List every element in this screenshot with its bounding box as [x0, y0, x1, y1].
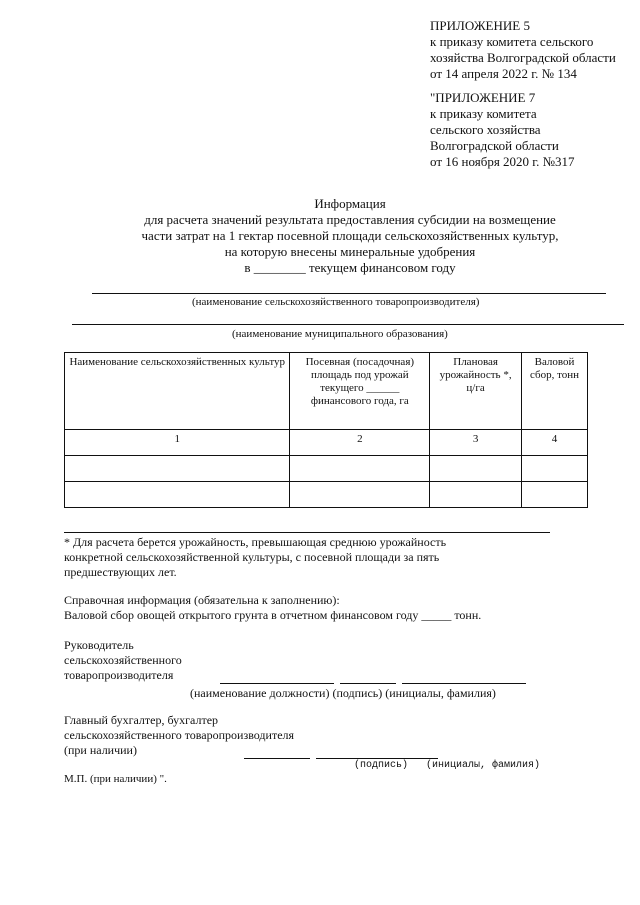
heading-line3: на которую внесены минеральные удобрения: [224, 244, 476, 259]
accountant-signature-line[interactable]: [244, 758, 310, 759]
column-number: 3: [430, 430, 522, 456]
manager-line1: Руководитель: [64, 638, 134, 652]
appendix7-line2: сельского хозяйства: [430, 122, 541, 137]
column-number: 4: [522, 430, 588, 456]
table-row: [65, 456, 588, 482]
header-sown-area: Посевная (посадочная) площадь под урожай текущего ______ финансового года, га: [290, 353, 430, 430]
header-gross-harvest: Валовой сбор, тонн: [522, 353, 588, 430]
appendix7-block: [430, 90, 575, 170]
column-number: 2: [290, 430, 430, 456]
municipality-field-line: [72, 324, 624, 325]
heading-line2: части затрат на 1 гектар посевной площади сельскохозяйственных культур,: [141, 228, 559, 243]
crops-table: [64, 352, 588, 508]
table-cell[interactable]: [290, 482, 430, 508]
municipality-caption: (наименование муниципального образования): [232, 328, 448, 340]
appendix5-line1: к приказу комитета сельского: [430, 34, 594, 49]
manager-caption: (наименование должности) (подпись) (инициалы, фамилия): [190, 686, 496, 700]
table-cell[interactable]: [430, 482, 522, 508]
manager-line2: сельскохозяйственного: [64, 653, 182, 667]
heading-title: Информация: [314, 196, 386, 211]
header-crop-name: Наименование сельскохозяйственных культур: [65, 353, 290, 430]
appendix7-title: "ПРИЛОЖЕНИЕ 7: [430, 90, 536, 105]
footnote: [64, 535, 446, 580]
manager-block: [64, 638, 182, 683]
accountant-line1: Главный бухгалтер, бухгалтер: [64, 713, 219, 727]
appendix5-line3: от 14 апреля 2022 г. № 134: [430, 66, 577, 81]
document-heading: [60, 196, 640, 276]
stamp-note: М.П. (при наличии) ".: [64, 773, 167, 785]
appendix7-line1: к приказу комитета: [430, 106, 537, 121]
heading-line4: в ________ текущем финансовом году: [244, 260, 456, 275]
footnote-separator: [64, 532, 550, 533]
table-header-row: [65, 353, 588, 430]
accountant-name-line[interactable]: [316, 758, 438, 759]
accountant-name-caption: (инициалы, фамилия): [426, 760, 541, 771]
appendix7-line3: Волгоградской области: [430, 138, 559, 153]
reference-line1: Справочная информация (обязательна к заполнению):: [64, 593, 340, 607]
appendix5-line2: хозяйства Волгоградской области: [430, 50, 616, 65]
appendix5-title: ПРИЛОЖЕНИЕ 5: [430, 18, 530, 33]
appendix5-block: [430, 18, 616, 82]
accountant-block: [64, 713, 294, 758]
footnote-line2: конкретной сельскохозяйственной культуры, с посевной площади за пять: [64, 550, 440, 564]
accountant-line3: (при наличии): [64, 743, 137, 757]
producer-field-line: [92, 293, 606, 294]
footnote-line3: предшествующих лет.: [64, 565, 177, 579]
table-row: [65, 482, 588, 508]
position-field-line[interactable]: [220, 683, 334, 684]
manager-line3: товаропроизводителя: [64, 668, 174, 682]
table-cell[interactable]: [290, 456, 430, 482]
reference-info: [64, 593, 481, 623]
reference-line2: Валовой сбор овощей открытого грунта в отчетном финансовом году _____ тонн.: [64, 608, 482, 622]
table-cell[interactable]: [65, 482, 290, 508]
table-cell[interactable]: [430, 456, 522, 482]
table-cell[interactable]: [65, 456, 290, 482]
accountant-sign-caption: (подпись): [354, 760, 409, 771]
signature-field-line[interactable]: [340, 683, 396, 684]
producer-caption: (наименование сельскохозяйственного товаропроизводителя): [192, 296, 480, 308]
heading-line1: для расчета значений результата предоставления субсидии на возмещение: [144, 212, 556, 227]
appendix7-line4: от 16 ноября 2020 г. №317: [430, 154, 575, 169]
name-field-line[interactable]: [402, 683, 526, 684]
footnote-line1: * Для расчета берется урожайность, превышающая среднюю урожайность: [64, 535, 447, 549]
header-planned-yield: Плановая урожайность *, ц/га: [430, 353, 522, 430]
column-number: 1: [65, 430, 290, 456]
table-cell[interactable]: [522, 482, 588, 508]
table-number-row: [65, 430, 588, 456]
table-cell[interactable]: [522, 456, 588, 482]
accountant-line2: сельскохозяйственного товаропроизводителя: [64, 728, 295, 742]
